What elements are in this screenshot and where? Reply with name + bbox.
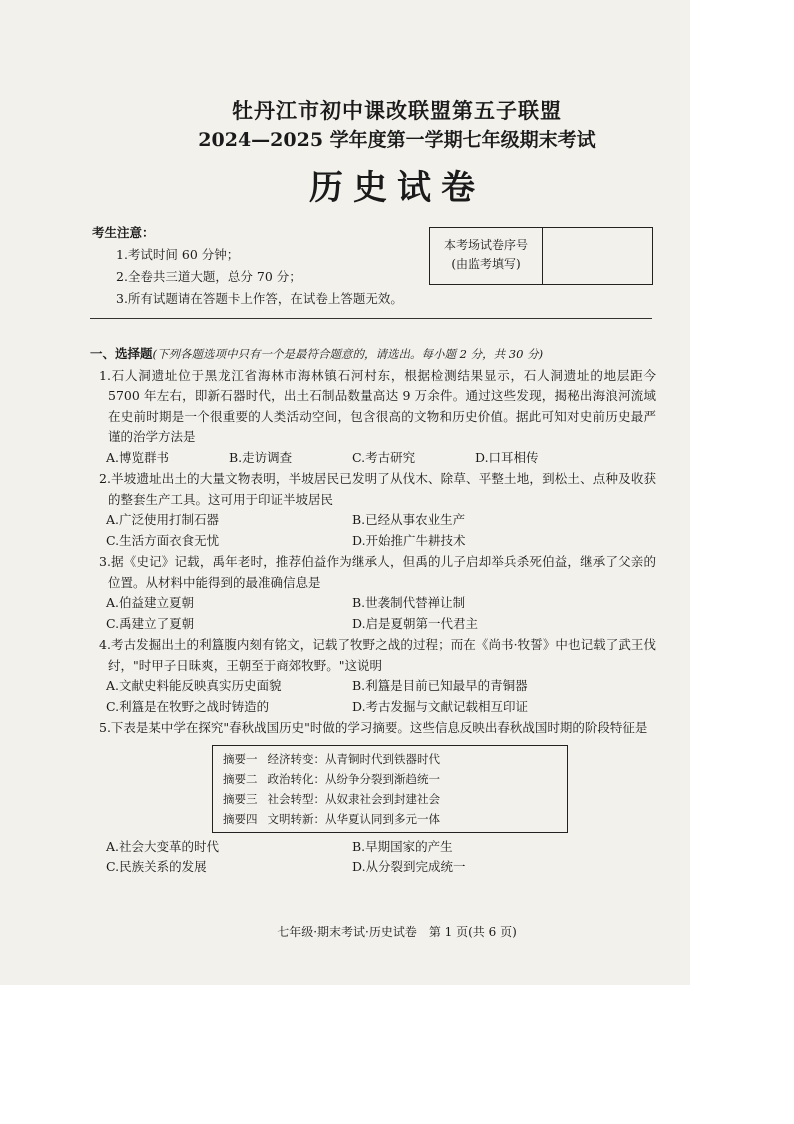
option: D.口耳相传: [475, 449, 539, 465]
option: A.伯益建立夏朝: [106, 595, 195, 610]
abstract-key: 摘要二: [223, 771, 258, 786]
exam-header: [0, 96, 794, 214]
abstract-text: 经济转变：从青铜时代到铁器时代: [267, 751, 440, 766]
option: C.利簋是在牧野之战时铸造的: [106, 698, 270, 714]
abstract-row: [223, 809, 557, 829]
option: A.文献史料能反映真实历史面貌: [106, 678, 282, 693]
seat-label-line1: 本考场试卷序号: [443, 238, 528, 252]
page-footer: 七年级·期末考试·历史试卷 第 1 页(共 6 页): [277, 925, 517, 939]
option: A.博览群书: [106, 449, 170, 465]
seat-number-box: [429, 227, 653, 285]
seat-number-label: [430, 228, 543, 284]
option: C.考古研究: [352, 449, 416, 465]
section-heading: [90, 344, 656, 365]
option: D.开始推广牛耕技术: [352, 532, 466, 548]
notice-item: 3.所有试题请在答题卡上作答，在试卷上答题无效。: [116, 291, 403, 306]
option: B.早期国家的产生: [352, 838, 453, 854]
divider: [90, 318, 652, 319]
abstract-row: [223, 749, 557, 769]
abstract-key: 摘要四: [223, 811, 258, 826]
options-row: [90, 448, 656, 469]
abstract-key: 摘要三: [223, 791, 258, 806]
abstract-key: 摘要一: [223, 751, 258, 766]
option: D.从分裂到完成统一: [352, 859, 466, 874]
options-row: [90, 676, 656, 717]
question-stem: 5.下表是某中学在探究"春秋战国历史"时做的学习摘要。这些信息反映出春秋战国时期的阶段特征是: [99, 720, 648, 735]
exam-subtitle: 2024—2025 学年度第一学期七年级期末考试: [198, 129, 596, 151]
option: A.社会大变革的时代: [106, 838, 220, 854]
section-title: 一、选择题: [90, 346, 153, 361]
notice-item: 2.全卷共三道大题，总分 70 分；: [116, 269, 302, 284]
question-area: [90, 344, 656, 878]
option: D.考古发掘与文献记载相互印证: [352, 698, 529, 714]
seat-label-line2: (由监考填写): [451, 257, 521, 271]
page-title: 历史试卷: [309, 168, 485, 208]
abstract-text: 社会转型：从奴隶社会到封建社会: [267, 791, 440, 806]
option: D.启是夏朝第一代君主: [352, 615, 479, 631]
options-row: [90, 593, 656, 634]
question-stem: 2.半坡遗址出土的大量文物表明，半坡居民已发明了从伐木、除草、平整土地，到松土、点种及收获的整套生产工具。这可用于印证半坡居民: [99, 471, 656, 507]
option: B.世袭制代替禅让制: [352, 595, 466, 610]
option: C.禹建立了夏朝: [106, 615, 195, 631]
option: C.民族关系的发展: [106, 859, 207, 874]
study-abstract-table: [212, 745, 568, 833]
abstract-row: [223, 769, 557, 789]
options-row: [90, 837, 656, 878]
question-stem: 3.据《史记》记载，禹年老时，推荐伯益作为继承人，但禹的儿子启却举兵杀死伯益，继承了父亲的位置。从材料中能得到的最准确信息是: [99, 554, 656, 590]
option: A.广泛使用打制石器: [106, 512, 220, 527]
candidate-notice: [92, 222, 403, 310]
question-stem: 4.考古发掘出土的利簋腹内刻有铭文，记载了牧野之战的过程；而在《尚书·牧誓》中也记载了武王伐纣，"时甲子日昧爽，王朝至于商郊牧野。"这说明: [99, 637, 656, 673]
question-stem: 1.石人洞遗址位于黑龙江省海林市海林镇石河村东，根据检测结果显示，石人洞遗址的地层距今 5700 年左右，即新石器时代，出土石制品数量高达 9 万余件。通过这些发现，揭秘出海浪河流域在史前时期是一个很重要的人类活动空间，包含很高的文物和历史价值。据此可知对史前历史最严谨的治学方法是: [99, 367, 656, 444]
section-instruction: (下列各题选项中只有一个是最符合题意的，请选出。每小题 2 分，共 30 分): [152, 347, 544, 361]
abstract-text: 文明转新：从华夏认同到多元一体: [267, 811, 440, 826]
option: B.已经从事农业生产: [352, 512, 466, 527]
option: B.利簋是目前已知最早的青铜器: [352, 678, 528, 693]
notice-title: 考生注意：: [92, 225, 155, 240]
option: B.走访调查: [229, 449, 293, 465]
abstract-row: [223, 789, 557, 809]
seat-number-blank: [543, 228, 652, 284]
option: C.生活方面衣食无忧: [106, 532, 220, 548]
options-row: [90, 510, 656, 551]
abstract-text: 政治转化：从纷争分裂到渐趋统一: [267, 771, 440, 786]
alliance-title: 牡丹江市初中课改联盟第五子联盟: [232, 98, 562, 123]
notice-item: 1.考试时间 60 分钟；: [116, 247, 240, 262]
